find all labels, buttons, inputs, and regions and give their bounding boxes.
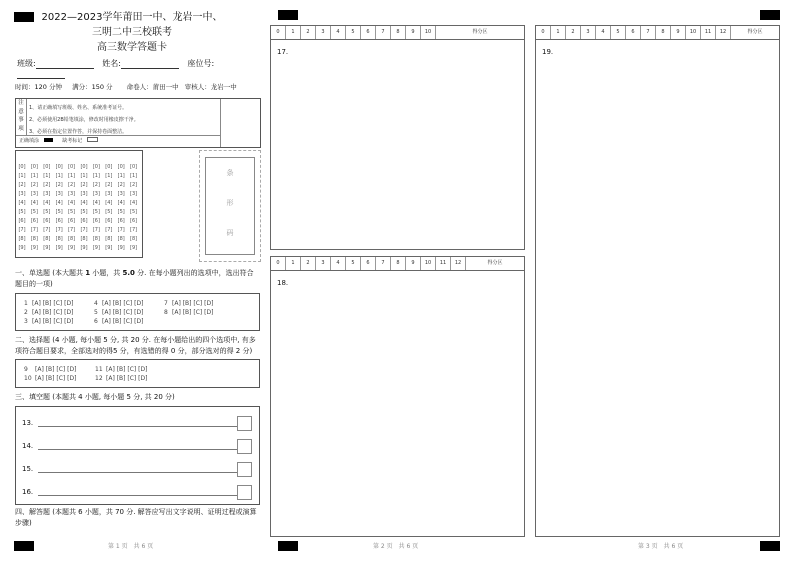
- score-box-15[interactable]: [237, 462, 252, 477]
- blank-input-15[interactable]: [38, 472, 238, 473]
- score-box-14[interactable]: [237, 439, 252, 454]
- id-digit-bubble[interactable]: [4]: [80, 200, 88, 206]
- id-digit-column: [67, 163, 77, 253]
- id-digit-bubble[interactable]: [2]: [30, 182, 38, 188]
- id-digit-bubble[interactable]: [1]: [55, 173, 63, 179]
- choice-bubbles[interactable]: [A] [B] [C] [D]: [102, 300, 144, 307]
- seat-field[interactable]: [17, 69, 65, 79]
- id-digit-bubble[interactable]: [6]: [43, 218, 51, 224]
- id-digit-bubble[interactable]: [0]: [30, 164, 38, 170]
- mc-row: [24, 308, 234, 317]
- exam-time: 时间：120 分钟: [15, 83, 62, 91]
- score-cell[interactable]: 6: [626, 26, 641, 39]
- id-digit-bubble[interactable]: [6]: [30, 218, 38, 224]
- score-cell[interactable]: 7: [641, 26, 656, 39]
- score-cell[interactable]: 1: [286, 257, 301, 270]
- id-digit-bubble[interactable]: [7]: [55, 227, 63, 233]
- id-digit-column: [79, 163, 89, 253]
- choice-bubbles[interactable]: [A] [B] [C] [D]: [102, 309, 144, 316]
- question-17-label: 17.: [277, 48, 289, 56]
- id-digit-bubble[interactable]: [4]: [117, 200, 125, 206]
- choice-bubbles[interactable]: [A] [B] [C] [D]: [102, 318, 144, 325]
- notice-label-char: 意: [18, 108, 24, 115]
- score-cell[interactable]: 9: [671, 26, 686, 39]
- id-digit-bubble[interactable]: [5]: [92, 209, 100, 215]
- score-cell[interactable]: 0: [271, 26, 286, 39]
- barcode-box: [205, 157, 255, 255]
- section-1-rows: [24, 299, 234, 326]
- score-cell[interactable]: 6: [361, 26, 376, 39]
- id-digit-bubble[interactable]: [8]: [105, 236, 113, 242]
- id-digit-bubble[interactable]: [8]: [18, 236, 26, 242]
- score-area-label: 得分区: [487, 260, 503, 266]
- id-digit-bubble[interactable]: [9]: [30, 245, 38, 251]
- score-cell[interactable]: 9: [406, 26, 421, 39]
- id-digit-bubble[interactable]: [9]: [18, 245, 26, 251]
- id-digit-bubble[interactable]: [7]: [80, 227, 88, 233]
- id-digit-bubble[interactable]: [3]: [68, 191, 76, 197]
- score-cell[interactable]: 8: [656, 26, 671, 39]
- id-digit-bubble[interactable]: [5]: [105, 209, 113, 215]
- id-digit-bubble[interactable]: [3]: [43, 191, 51, 197]
- id-digit-bubble[interactable]: [1]: [117, 173, 125, 179]
- fill-legend: [19, 136, 98, 146]
- id-digit-bubble[interactable]: [3]: [30, 191, 38, 197]
- question-number: 10: [24, 375, 32, 382]
- mc-row: [24, 299, 234, 308]
- id-digit-column: [91, 163, 101, 253]
- id-digit-bubble[interactable]: [2]: [18, 182, 26, 188]
- notice-label-char: 注: [18, 100, 24, 106]
- id-digit-bubble[interactable]: [8]: [55, 236, 63, 242]
- id-digit-column: [29, 163, 39, 253]
- id-digit-bubble[interactable]: [2]: [117, 182, 125, 188]
- id-digit-bubble[interactable]: [0]: [130, 164, 138, 170]
- id-digit-bubble[interactable]: [4]: [30, 200, 38, 206]
- id-digit-bubble[interactable]: [7]: [130, 227, 138, 233]
- id-digit-bubble[interactable]: [0]: [43, 164, 51, 170]
- id-digit-bubble[interactable]: [5]: [18, 209, 26, 215]
- student-id-grid: [15, 150, 143, 258]
- id-digit-bubble[interactable]: [2]: [55, 182, 63, 188]
- id-digit-bubble[interactable]: [6]: [68, 218, 76, 224]
- exam-title: [22, 10, 242, 55]
- student-fields: [17, 58, 262, 79]
- score-cell[interactable]: 9: [406, 257, 421, 270]
- question-number: 5: [94, 309, 98, 316]
- score-cell[interactable]: 0: [536, 26, 551, 39]
- id-digit-bubble[interactable]: [3]: [105, 191, 113, 197]
- registration-mark: [760, 10, 780, 20]
- mc-row: [24, 317, 234, 326]
- notice-item: 3、必须在指定位置作答，并保持卷面整洁。: [29, 129, 128, 135]
- notice-label-char: 项: [18, 125, 24, 132]
- id-digit-bubble[interactable]: [0]: [117, 164, 125, 170]
- id-digit-bubble[interactable]: [0]: [55, 164, 63, 170]
- id-digit-bubble[interactable]: [0]: [80, 164, 88, 170]
- id-digit-bubble[interactable]: [1]: [43, 173, 51, 179]
- blank-label-15: 15.: [22, 465, 34, 473]
- score-cell[interactable]: 5: [346, 26, 361, 39]
- id-digit-column: [42, 163, 52, 253]
- id-digit-bubble[interactable]: [5]: [30, 209, 38, 215]
- id-digit-bubble[interactable]: [1]: [18, 173, 26, 179]
- id-digit-bubble[interactable]: [7]: [30, 227, 38, 233]
- question-18-label: 18.: [277, 279, 289, 287]
- score-cell[interactable]: 10: [421, 257, 436, 270]
- id-digit-bubble[interactable]: [4]: [43, 200, 51, 206]
- score-cell[interactable]: 2: [301, 26, 316, 39]
- score-area-label: 得分区: [472, 29, 488, 35]
- id-digit-bubble[interactable]: [6]: [18, 218, 26, 224]
- id-digit-bubble[interactable]: [4]: [92, 200, 100, 206]
- id-digit-bubble[interactable]: [3]: [80, 191, 88, 197]
- choice-bubbles[interactable]: [A] [B] [C] [D]: [32, 309, 74, 316]
- id-digit-bubble[interactable]: [2]: [105, 182, 113, 188]
- absent-checkbox[interactable]: [87, 137, 98, 142]
- id-digit-bubble[interactable]: [3]: [18, 191, 26, 197]
- answer-panel-17: [270, 25, 525, 250]
- id-digit-bubble[interactable]: [8]: [130, 236, 138, 242]
- id-digit-column: [129, 163, 139, 253]
- id-digit-bubble[interactable]: [3]: [55, 191, 63, 197]
- heading-count: 1: [85, 269, 91, 277]
- score-cell[interactable]: 8: [391, 26, 406, 39]
- section-4-heading: 四、解答题 (本题共 6 小题，共 70 分. 解答应写出文字说明、证明过程或演算步骤): [15, 508, 257, 527]
- id-digit-bubble[interactable]: [7]: [68, 227, 76, 233]
- section-2-heading: 二、选择题 (4 小题, 每小题 5 分, 共 20 分. 在每小题给出的四个选项中, 有多项符合题目要求，全部选对的得5 分，有选错的得 0 分，部分选对的得 2 分): [15, 336, 256, 355]
- barcode-char: 条: [226, 169, 234, 177]
- score-box-16[interactable]: [237, 485, 252, 500]
- id-digit-bubble[interactable]: [4]: [55, 200, 63, 206]
- title-line-3: 高三数学答题卡: [97, 42, 167, 53]
- notice-label: [16, 99, 27, 135]
- blank-label-14: 14.: [22, 442, 34, 450]
- answer-panel-18: [270, 256, 525, 537]
- blank-input-14[interactable]: [38, 449, 238, 450]
- choice-bubbles[interactable]: [A] [B] [C] [D]: [35, 375, 77, 382]
- score-scale: [536, 26, 779, 40]
- section-1-heading: [15, 268, 260, 290]
- score-cell[interactable]: 2: [566, 26, 581, 39]
- id-digit-bubble[interactable]: [9]: [130, 245, 138, 251]
- score-cell[interactable]: 10: [421, 26, 436, 39]
- score-cell[interactable]: 5: [346, 257, 361, 270]
- id-digit-bubble[interactable]: [2]: [130, 182, 138, 188]
- question-number: 7: [164, 300, 168, 307]
- id-digit-bubble[interactable]: [0]: [92, 164, 100, 170]
- id-digit-bubble[interactable]: [8]: [80, 236, 88, 242]
- score-cell[interactable]: 3: [316, 257, 331, 270]
- id-digit-bubble[interactable]: [6]: [117, 218, 125, 224]
- heading-part: 一、单选题 (本大题共: [15, 269, 86, 277]
- id-digit-column: [116, 163, 126, 253]
- choice-bubbles[interactable]: [A] [B] [C] [D]: [32, 300, 74, 307]
- score-cell[interactable]: 4: [596, 26, 611, 39]
- id-digit-bubble[interactable]: [0]: [105, 164, 113, 170]
- page-footer: 第 1 页 共 6 页: [108, 543, 154, 550]
- heading-score: 5.0: [122, 269, 135, 277]
- score-cell[interactable]: 8: [391, 257, 406, 270]
- id-digit-bubble[interactable]: [1]: [92, 173, 100, 179]
- score-cell[interactable]: 6: [361, 257, 376, 270]
- registration-mark: [760, 541, 780, 551]
- section-3-heading: 三、填空题 (本题共 4 小题, 每小题 5 分, 共 20 分): [15, 393, 175, 401]
- barcode-char: 码: [226, 229, 234, 237]
- id-digit-bubble[interactable]: [6]: [55, 218, 63, 224]
- id-digit-bubble[interactable]: [3]: [92, 191, 100, 197]
- question-number: 8: [164, 309, 168, 316]
- blank-input-13[interactable]: [38, 426, 238, 427]
- id-digit-bubble[interactable]: [8]: [43, 236, 51, 242]
- question-number: 1: [24, 300, 28, 307]
- score-cell[interactable]: 10: [686, 26, 701, 39]
- id-digit-bubble[interactable]: [6]: [92, 218, 100, 224]
- id-digit-bubble[interactable]: [7]: [43, 227, 51, 233]
- section-2-rows: [24, 365, 166, 383]
- class-field[interactable]: [36, 59, 94, 69]
- notice-label-char: 事: [18, 117, 24, 123]
- mc-row: [24, 365, 166, 374]
- id-digit-column: [54, 163, 64, 253]
- divider: [220, 99, 221, 147]
- score-cell[interactable]: 7: [376, 26, 391, 39]
- title-line-2: 三明二中三校联考: [92, 27, 172, 38]
- score-cell[interactable]: 12: [451, 257, 466, 270]
- id-digit-bubble[interactable]: [9]: [43, 245, 51, 251]
- id-digit-bubble[interactable]: [5]: [68, 209, 76, 215]
- registration-mark: [278, 541, 298, 551]
- page-footer: 第 2 页 共 6 页: [373, 543, 419, 550]
- answer-area-19[interactable]: [542, 62, 772, 528]
- id-digit-bubble[interactable]: [9]: [92, 245, 100, 251]
- page-footer: 第 3 页 共 6 页: [638, 543, 684, 550]
- choice-bubbles[interactable]: [A] [B] [C] [D]: [172, 309, 214, 316]
- id-digit-bubble[interactable]: [9]: [117, 245, 125, 251]
- choice-bubbles[interactable]: [A] [B] [C] [D]: [106, 375, 148, 382]
- score-cell[interactable]: 1: [551, 26, 566, 39]
- heading-part: 分. 在每小题列出的选项中，选出符合题目的一项): [15, 269, 254, 288]
- mc-row: [24, 374, 166, 383]
- id-digit-bubble[interactable]: [3]: [130, 191, 138, 197]
- id-digit-bubble[interactable]: [9]: [68, 245, 76, 251]
- id-digit-bubble[interactable]: [2]: [43, 182, 51, 188]
- heading-part: 小题，共: [90, 269, 123, 277]
- exam-info: [15, 82, 265, 91]
- choice-bubbles[interactable]: [A] [B] [C] [D]: [32, 318, 74, 325]
- blank-input-16[interactable]: [38, 495, 238, 496]
- id-digit-bubble[interactable]: [1]: [30, 173, 38, 179]
- choice-bubbles[interactable]: [A] [B] [C] [D]: [35, 366, 77, 373]
- seat-label: 座位号:: [187, 59, 215, 68]
- id-digit-bubble[interactable]: [2]: [92, 182, 100, 188]
- id-digit-bubble[interactable]: [0]: [68, 164, 76, 170]
- id-digit-bubble[interactable]: [4]: [68, 200, 76, 206]
- question-19-label: 19.: [542, 48, 554, 56]
- id-digit-bubble[interactable]: [1]: [68, 173, 76, 179]
- id-digit-bubble[interactable]: [7]: [92, 227, 100, 233]
- answer-area-17[interactable]: [277, 62, 517, 242]
- choice-bubbles[interactable]: [A] [B] [C] [D]: [172, 300, 214, 307]
- id-digit-bubble[interactable]: [5]: [80, 209, 88, 215]
- title-line-1: 2022—2023学年莆田一中、龙岩一中、: [41, 12, 223, 23]
- question-number: 12: [95, 375, 103, 382]
- id-digit-column: [104, 163, 114, 253]
- name-label: 姓名:: [102, 59, 121, 68]
- absent-mark-label: 缺考标记: [62, 138, 83, 144]
- id-digit-bubble[interactable]: [3]: [117, 191, 125, 197]
- name-field[interactable]: [121, 59, 179, 69]
- id-digit-bubble[interactable]: [8]: [117, 236, 125, 242]
- notice-items: [29, 102, 139, 138]
- question-number: 3: [24, 318, 28, 325]
- exam-reviewer: 审核人：龙岩一中: [184, 83, 237, 91]
- question-number: 9: [24, 366, 28, 373]
- id-digit-bubble[interactable]: [1]: [105, 173, 113, 179]
- blank-label-13: 13.: [22, 419, 34, 427]
- answer-area-18[interactable]: [277, 293, 517, 529]
- id-digit-bubble[interactable]: [6]: [105, 218, 113, 224]
- section-2-answers: [15, 359, 260, 388]
- id-digit-column: [17, 163, 27, 253]
- score-cell[interactable]: 1: [286, 26, 301, 39]
- barcode-area: [199, 150, 261, 262]
- id-digit-bubble[interactable]: [4]: [105, 200, 113, 206]
- choice-bubbles[interactable]: [A] [B] [C] [D]: [106, 366, 148, 373]
- id-digit-bubble[interactable]: [1]: [80, 173, 88, 179]
- section-3-answers: [15, 406, 260, 505]
- correct-fill-label: 正确填涂: [19, 138, 40, 144]
- id-digit-bubble[interactable]: [5]: [130, 209, 138, 215]
- score-cell[interactable]: 3: [316, 26, 331, 39]
- id-digit-bubble[interactable]: [7]: [105, 227, 113, 233]
- score-cell[interactable]: 0: [271, 257, 286, 270]
- score-cell[interactable]: 11: [436, 257, 451, 270]
- question-number: 6: [94, 318, 98, 325]
- id-digit-bubble[interactable]: [9]: [105, 245, 113, 251]
- score-box-13[interactable]: [237, 416, 252, 431]
- section-1-answers: [15, 293, 260, 331]
- id-digit-bubble[interactable]: [8]: [30, 236, 38, 242]
- id-digit-bubble[interactable]: [2]: [80, 182, 88, 188]
- barcode-char: 形: [226, 199, 234, 207]
- id-digit-bubble[interactable]: [5]: [55, 209, 63, 215]
- score-scale: [271, 26, 524, 40]
- score-cell[interactable]: 5: [611, 26, 626, 39]
- score-cell[interactable]: 7: [376, 257, 391, 270]
- id-digit-bubble[interactable]: [9]: [80, 245, 88, 251]
- score-cell[interactable]: 11: [701, 26, 716, 39]
- id-digit-bubble[interactable]: [7]: [18, 227, 26, 233]
- score-cell[interactable]: 3: [581, 26, 596, 39]
- score-scale: [271, 257, 524, 271]
- filled-sample-icon: [44, 138, 53, 142]
- registration-mark: [278, 10, 298, 20]
- id-digit-bubble[interactable]: [8]: [68, 236, 76, 242]
- id-digit-bubble[interactable]: [2]: [68, 182, 76, 188]
- blank-label-16: 16.: [22, 488, 34, 496]
- id-digit-bubble[interactable]: [6]: [130, 218, 138, 224]
- notice-box: [15, 98, 261, 148]
- score-cell[interactable]: 4: [331, 257, 346, 270]
- question-number: 4: [94, 300, 98, 307]
- id-digit-bubble[interactable]: [9]: [55, 245, 63, 251]
- id-digit-bubble[interactable]: [4]: [130, 200, 138, 206]
- id-digit-bubble[interactable]: [7]: [117, 227, 125, 233]
- question-number: 2: [24, 309, 28, 316]
- page-1: [0, 0, 265, 561]
- score-area-label: 得分区: [747, 29, 763, 35]
- question-number: 11: [95, 366, 103, 373]
- id-digit-bubble[interactable]: [5]: [117, 209, 125, 215]
- exam-score: 满分：150 分: [72, 83, 113, 91]
- score-cell[interactable]: 2: [301, 257, 316, 270]
- score-cell[interactable]: 12: [716, 26, 731, 39]
- exam-setter: 命卷人：莆田一中: [126, 83, 179, 91]
- answer-panel-19: [535, 25, 780, 537]
- id-digit-bubble[interactable]: [1]: [130, 173, 138, 179]
- notice-item: 1、请正确填写班级、姓名、系统准考证号。: [29, 105, 128, 111]
- class-label: 班级:: [17, 59, 36, 68]
- score-cell[interactable]: 4: [331, 26, 346, 39]
- id-digit-bubble[interactable]: [4]: [18, 200, 26, 206]
- id-digit-bubble[interactable]: [5]: [43, 209, 51, 215]
- id-digit-bubble[interactable]: [8]: [92, 236, 100, 242]
- id-digit-bubble[interactable]: [0]: [18, 164, 26, 170]
- id-digit-bubble[interactable]: [6]: [80, 218, 88, 224]
- notice-item: 2、必须使用2B铅笔填涂，修改时用橡皮擦干净。: [29, 117, 139, 123]
